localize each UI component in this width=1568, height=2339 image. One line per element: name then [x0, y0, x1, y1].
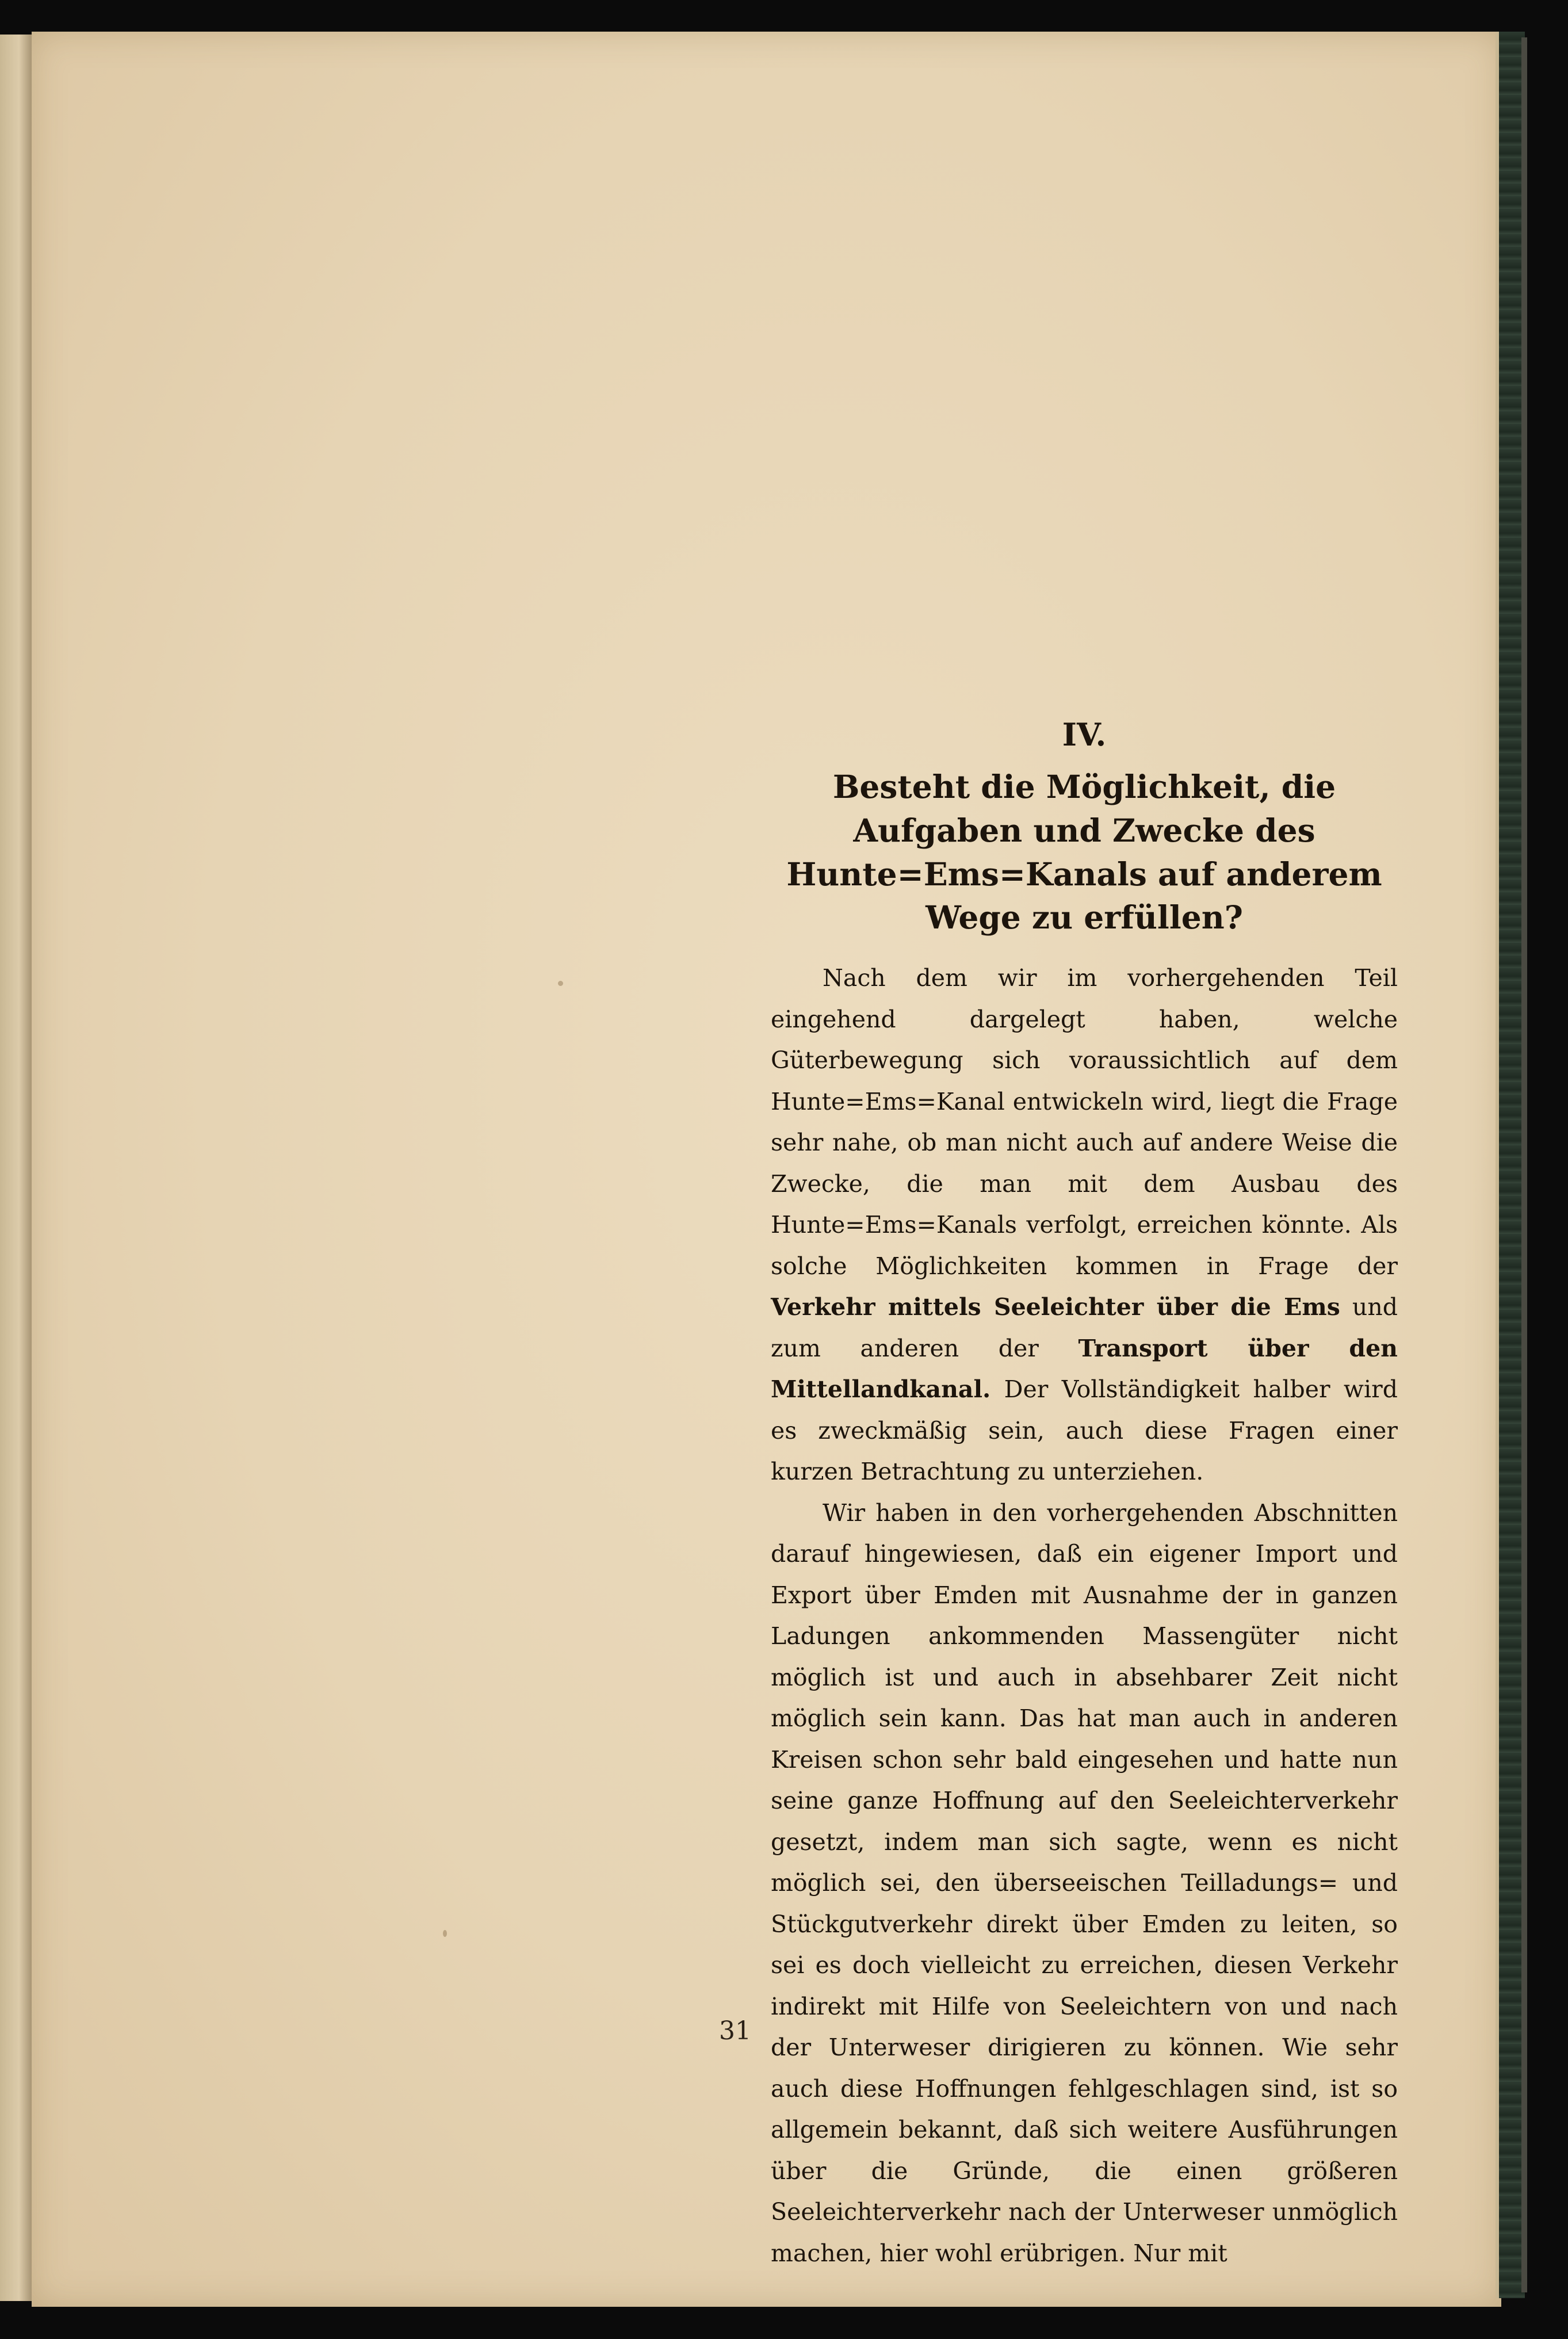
paragraph-text: Der Vollständigkeit halber wird es zweckmäßig sein, auch diese Fragen einer kurzen Betrachtung zu unterziehen.: [771, 1375, 1398, 1486]
previous-page-edge: [0, 35, 32, 2301]
emphasis-text: Transport über den Mittellandkanal.: [771, 1334, 1398, 1404]
paragraph: [771, 958, 1398, 1493]
paper-stain: [443, 1930, 447, 1937]
paper-stain: [558, 981, 563, 986]
chapter-number: IV.: [1062, 716, 1107, 753]
paragraph-text: Nach dem wir im vorhergehenden Teil eingehend dargelegt haben, welche Güterbewegung sich voraussichtlich auf dem Hunte=Ems=Kanal entwickeln wird, liegt die Frage sehr nahe, ob man nicht auch auf andere Weise die Zwecke, die man mit dem Ausbau des Hunte=Ems=Kanals verfolgt, erreichen könnte. Als solche Möglichkeiten kommen in Frage der: [771, 964, 1398, 1280]
emphasis-text: Verkehr mittels Seeleichter über die Ems: [771, 1293, 1340, 1321]
page-number: 31: [719, 2016, 751, 2046]
book-binding: [1496, 32, 1525, 2298]
chapter-title: Besteht die Möglichkeit, die Aufgaben und Zwecke des Hunte=Ems=Kanals auf anderem Wege zu erfüllen?: [786, 767, 1382, 937]
paragraph-text: Wir haben in den vorhergehenden Abschnitten darauf hingewiesen, daß ein eigener Import und Export über Emden mit Ausnahme der in ganzen Ladungen ankommenden Massengüter nicht möglich ist und auch in absehbarer Zeit nicht möglich sein kann. Das hat man auch in anderen Kreisen schon sehr bald eingesehen und hatte nun seine ganze Hoffnung auf den Seeleichterverkehr gesetzt, indem man sich sagte, wenn es nicht möglich sei, den überseeischen Teilladungs= und Stückgutverkehr direkt über Emden zu leiten, so sei es doch vielleicht zu erreichen, diesen Verkehr indirekt mit Hilfe von Seeleichtern von und nach der Unterweser dirigieren zu können. Wie sehr auch diese Hoffnungen fehlgeschlagen sind, ist so allgemein bekannt, daß sich weitere Ausführungen über die Gründe, die einen größeren Seeleichterverkehr nach der Unterweser unmöglich machen, hier wohl erübrigen. Nur mit: [771, 1499, 1398, 2267]
page-content: [771, 716, 1398, 2274]
binding-edge: [1521, 37, 1527, 2292]
paragraph: [771, 1493, 1398, 2275]
paragraph-text: und zum anderen der: [771, 1293, 1398, 1362]
